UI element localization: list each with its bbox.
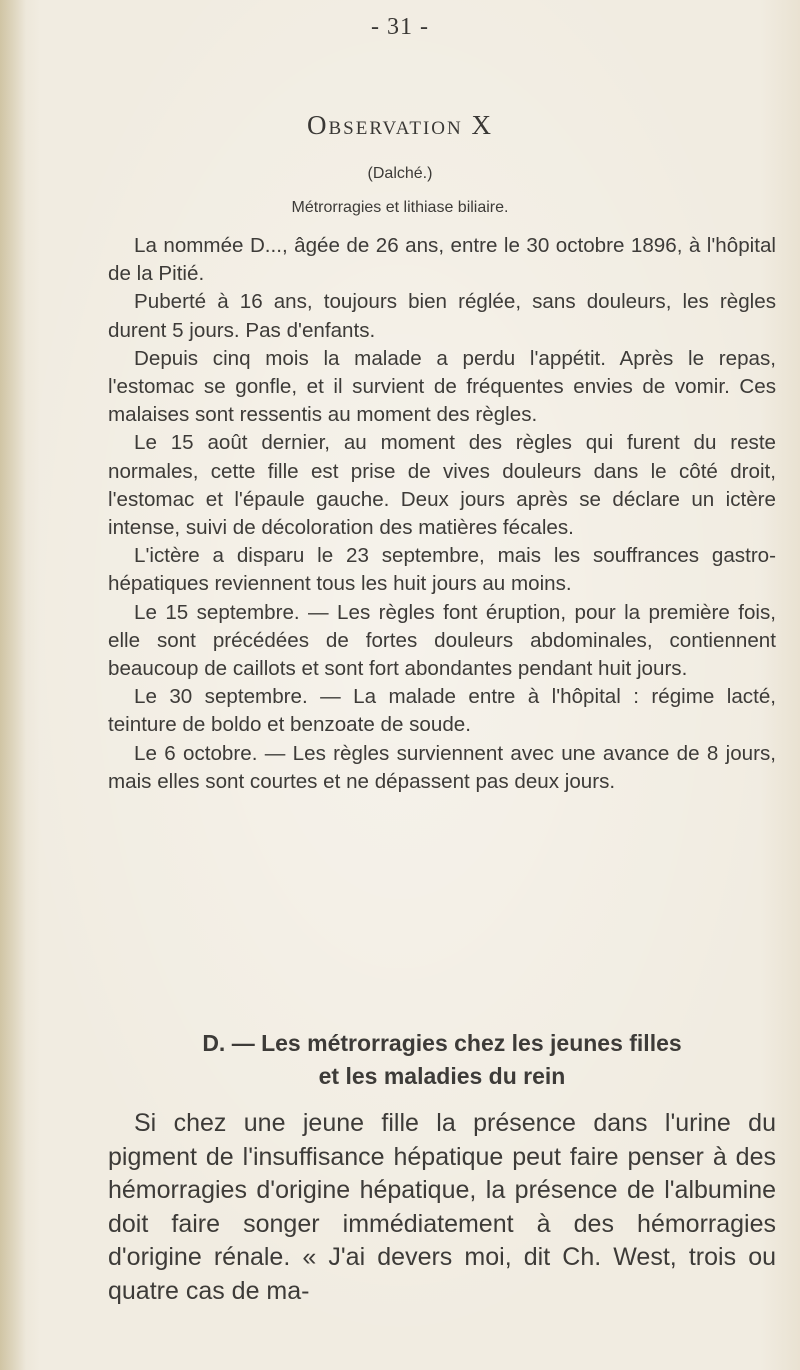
observation-paragraph: Depuis cinq mois la malade a perdu l'appétit. Après le repas, l'estomac se gonfle, et il survient de fréquentes envies de vomir. Ces malaises sont ressentis au moment des règles. bbox=[108, 346, 776, 427]
observation-author: (Dalché.) bbox=[367, 165, 433, 182]
section-heading-line: et les maladies du rein bbox=[318, 1063, 566, 1089]
section-heading bbox=[108, 1027, 776, 1093]
observation-subtitle: Métrorragies et lithiase biliaire. bbox=[291, 199, 509, 216]
page-number: - 31 - bbox=[371, 14, 429, 40]
observation-paragraph: Le 6 octobre. — Les règles surviennent avec une avance de 8 jours, mais elles sont courtes et ne dépassent pas deux jours. bbox=[108, 741, 776, 793]
observation-paragraph: Le 15 août dernier, au moment des règles qui furent du reste normales, cette fille est prise de vives douleurs dans le côté droit, l'estomac et l'épaule gauche. Deux jours après se déclare un ictère intense, suivi de décoloration des matières fécales. bbox=[108, 431, 776, 540]
observation-paragraph: Le 30 septembre. — La malade entre à l'hôpital : régime lacté, teinture de boldo et benzoate de soude. bbox=[108, 685, 776, 737]
section-heading-line: D. — Les métrorragies chez les jeunes filles bbox=[202, 1030, 682, 1056]
section-body bbox=[108, 1107, 776, 1308]
observation-paragraph: Le 15 septembre. — Les règles font éruption, pour la première fois, elle sont précédées de fortes douleurs abdominales, contiennent beaucoup de caillots et sont fort abondantes pendant huit jours. bbox=[108, 600, 776, 681]
observation-title: Observation X bbox=[306, 110, 493, 140]
observation-paragraph: Puberté à 16 ans, toujours bien réglée, sans douleurs, les règles durent 5 jours. Pas d'enfants. bbox=[108, 290, 776, 342]
observation-paragraph: La nommée D..., âgée de 26 ans, entre le 30 octobre 1896, à l'hôpital de la Pitié. bbox=[108, 234, 776, 286]
section-paragraph: Si chez une jeune fille la présence dans l'urine du pigment de l'insuffisance hépatique peut faire penser à des hémorragies d'origine hépatique, la présence de l'albumine doit faire songer immédiatement à des hémorragies d'origine rénale. « J'ai devers moi, dit Ch. West, trois ou quatre cas de ma- bbox=[108, 1109, 776, 1305]
observation-paragraph: L'ictère a disparu le 23 septembre, mais les souffrances gastro-hépatiques reviennent tous les huit jours au moins. bbox=[108, 544, 776, 596]
observation-body bbox=[108, 232, 776, 796]
